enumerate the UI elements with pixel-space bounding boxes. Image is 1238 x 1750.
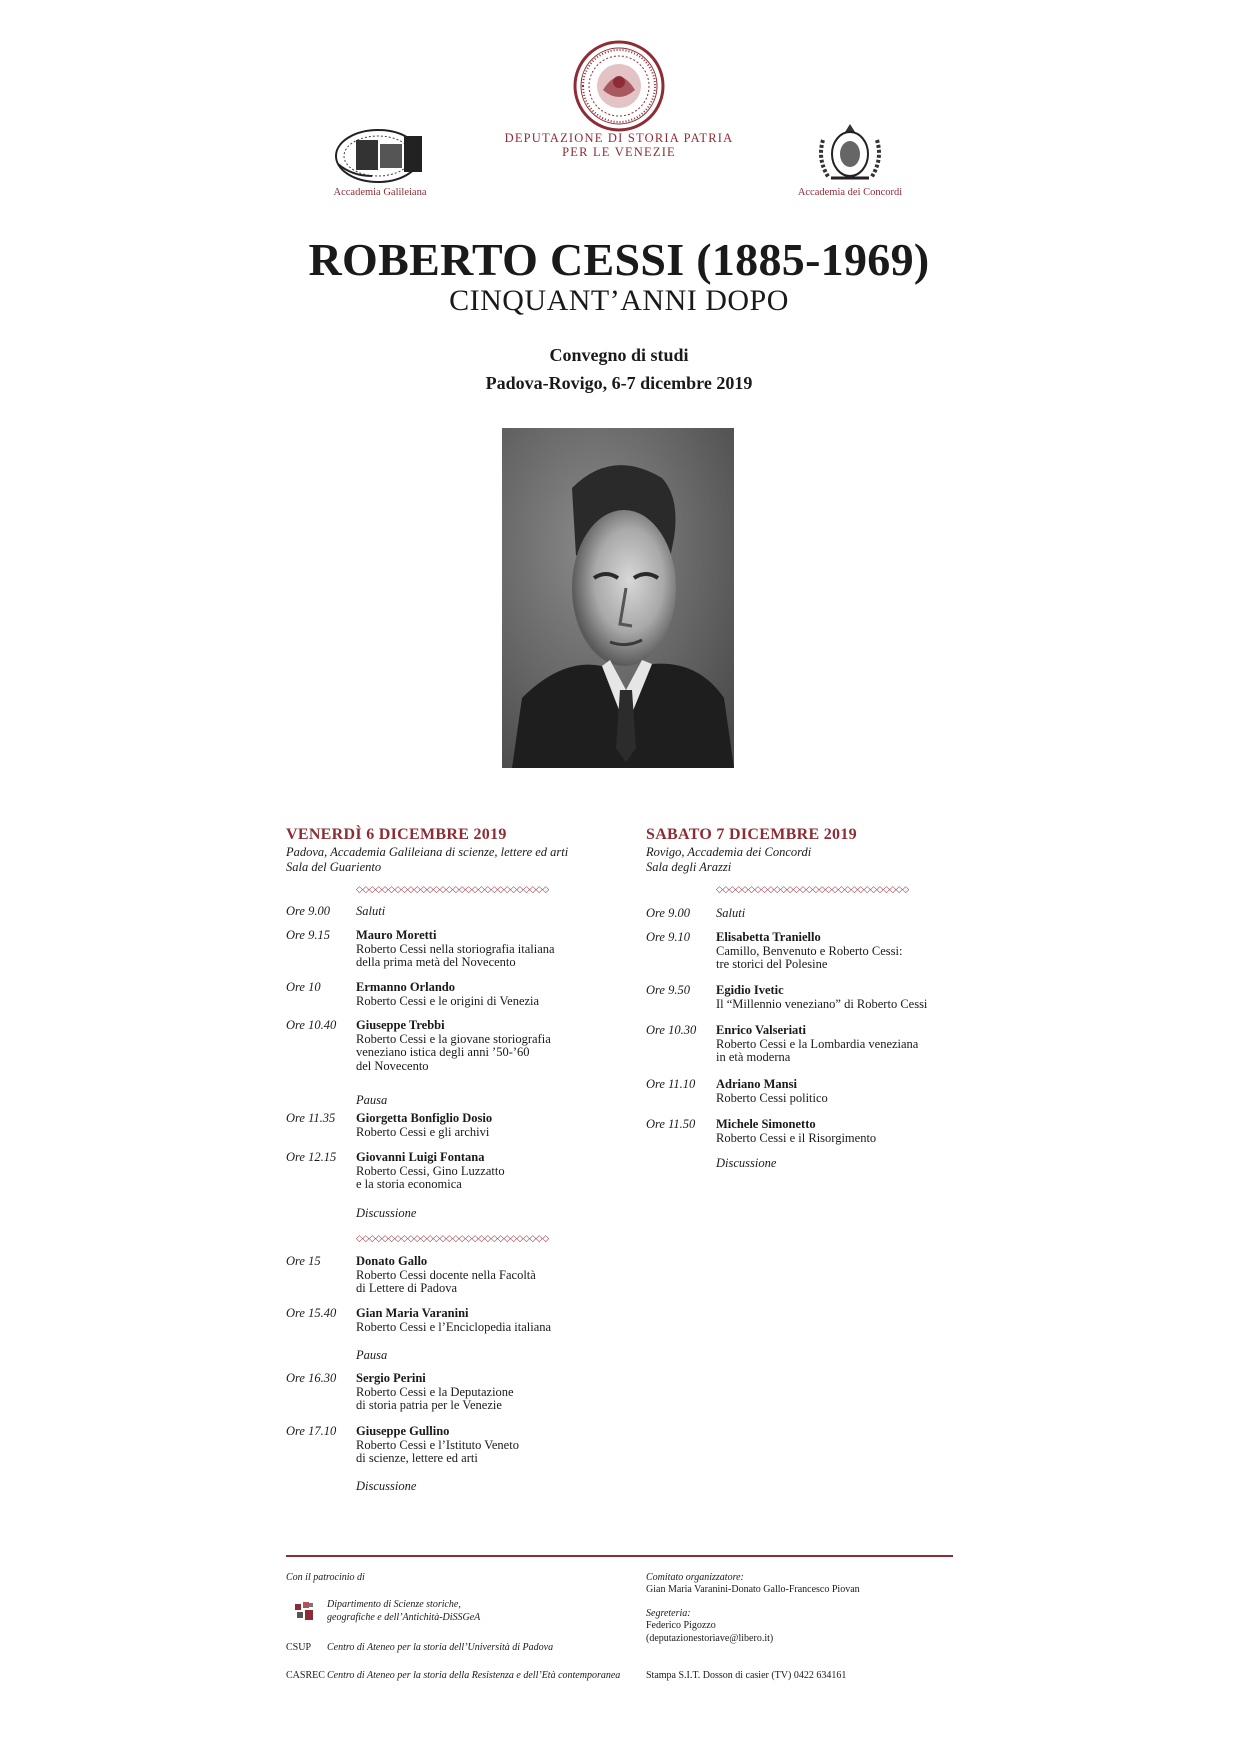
casrec-name-text: Centro di Ateneo per la storia della Resistenza e dell’Età contemporanea: [327, 1670, 621, 1681]
talk-title: Camillo, Benvenuto e Roberto Cessi: tre storici del Polesine: [716, 943, 903, 971]
schedule-body: [356, 1112, 596, 1139]
speaker-name: Giorgetta Bonfiglio Dosio: [356, 1111, 493, 1125]
schedule-body: [356, 981, 596, 1008]
secretary-label: [646, 1608, 691, 1621]
dissgea-name: [327, 1599, 480, 1624]
event-type: Convegno di studi: [549, 345, 689, 365]
saturday-discussion: Discussione: [716, 1156, 777, 1170]
secretary-label-text: Segreteria:: [646, 1608, 691, 1619]
friday-ornament-divider: ◇◇◇◇◇◇◇◇◇◇◇◇◇◇◇◇◇◇◇◇◇◇◇◇◇◇◇◇◇◇: [356, 884, 549, 894]
talk-title: Il “Millennio veneziano” di Roberto Cessi: [716, 996, 928, 1011]
talk-title: Roberto Cessi e l’Istituto Veneto di scienze, lettere ed arti: [356, 1437, 519, 1465]
schedule-body: [356, 1425, 596, 1466]
friday-pause-1: Pausa: [356, 1093, 388, 1107]
speaker-name: Michele Simonetto: [716, 1117, 816, 1131]
deputazione-line-2: PER LE VENEZIE: [562, 145, 676, 159]
speaker-name: Giuseppe Gullino: [356, 1424, 450, 1438]
secretary-email[interactable]: [646, 1633, 773, 1646]
committee-members: Gian Maria Varanini-Donato Gallo-Francesco Piovan: [646, 1584, 860, 1595]
talk-title: Roberto Cessi nella storiografia italiana della prima metà del Novecento: [356, 941, 555, 969]
secretary-name: Federico Pigozzo: [646, 1620, 716, 1631]
schedule-body: [716, 984, 956, 1011]
schedule-time: Ore 9.00: [646, 906, 690, 920]
saturday-heading: SABATO 7 DICEMBRE 2019: [646, 826, 857, 843]
schedule-time: Ore 16.30: [286, 1371, 337, 1385]
friday-discussion-2: Discussione: [356, 1479, 417, 1493]
schedule-body: [356, 905, 596, 919]
speaker-name: Egidio Ivetic: [716, 983, 784, 997]
patronage-label: [286, 1572, 365, 1585]
talk-title: Roberto Cessi e la Lombardia veneziana in età moderna: [716, 1036, 919, 1064]
saturday-venue: Rovigo, Accademia dei Concordi: [646, 845, 812, 859]
page-subtitle: CINQUANT’ANNI DOPO: [449, 284, 789, 317]
speaker-name: Gian Maria Varanini: [356, 1306, 469, 1320]
schedule-body: [356, 1151, 596, 1192]
friday-ornament-divider-2: ◇◇◇◇◇◇◇◇◇◇◇◇◇◇◇◇◇◇◇◇◇◇◇◇◇◇◇◇◇◇: [356, 1233, 549, 1243]
schedule-body: [356, 1019, 596, 1073]
schedule-time: Ore 10: [286, 980, 321, 994]
schedule-time: Ore 9.10: [646, 930, 690, 944]
deputazione-seal-logo: [573, 40, 665, 132]
schedule-time: Ore 9.15: [286, 928, 330, 942]
schedule-time: Ore 9.00: [286, 904, 330, 918]
talk-title: Roberto Cessi politico: [716, 1090, 828, 1105]
casrec-name: [327, 1670, 620, 1683]
session-label: Saluti: [356, 904, 386, 918]
schedule-time: Ore 15: [286, 1254, 321, 1268]
speaker-name: Donato Gallo: [356, 1254, 428, 1268]
deputazione-line-1: DEPUTAZIONE DI STORIA PATRIA: [504, 131, 734, 145]
schedule-body: [716, 907, 956, 921]
talk-title: Roberto Cessi e l’Enciclopedia italiana: [356, 1319, 552, 1334]
casrec-abbr: CASREC: [286, 1670, 325, 1681]
talk-title: Roberto Cessi e il Risorgimento: [716, 1130, 877, 1145]
friday-discussion-1: Discussione: [356, 1206, 417, 1220]
patronage-label-text: Con il patrocinio di: [286, 1572, 365, 1583]
csup-name: [327, 1642, 553, 1655]
speaker-name: Sergio Perini: [356, 1371, 426, 1385]
committee-label-text: Comitato organizzatore:: [646, 1572, 744, 1583]
schedule-time: Ore 11.10: [646, 1077, 696, 1091]
schedule-time: Ore 11.50: [646, 1117, 696, 1131]
talk-title: Roberto Cessi e le origini di Venezia: [356, 993, 540, 1008]
session-label: Saluti: [716, 906, 746, 920]
talk-title: Roberto Cessi docente nella Facoltà di Lettere di Padova: [356, 1267, 536, 1295]
speaker-name: Adriano Mansi: [716, 1077, 797, 1091]
schedule-body: [716, 1078, 956, 1105]
event-dates: Padova-Rovigo, 6-7 dicembre 2019: [485, 373, 753, 393]
csup-abbr: CSUP: [286, 1642, 312, 1653]
footer-divider: [286, 1555, 953, 1557]
friday-heading: VENERDÌ 6 DICEMBRE 2019: [286, 826, 507, 843]
secretary-email-text[interactable]: (deputazionestoriave@libero.it): [646, 1633, 774, 1644]
accademia-concordi-logo: [815, 120, 885, 184]
schedule-body: [716, 1024, 956, 1065]
friday-room: Sala del Guariento: [286, 860, 382, 874]
deputazione-name: [470, 131, 768, 159]
accademia-concordi-label: Accademia dei Concordi: [797, 187, 903, 198]
csup-name-text: Centro di Ateneo per la storia dell’Università di Padova: [327, 1642, 554, 1653]
schedule-body: [356, 1372, 596, 1413]
schedule-time: Ore 9.50: [646, 983, 690, 997]
talk-title: Roberto Cessi, Gino Luzzatto e la storia economica: [356, 1163, 505, 1191]
dissgea-line-1: Dipartimento di Scienze storiche,: [327, 1599, 461, 1610]
page-title: ROBERTO CESSI (1885-1969): [308, 234, 930, 285]
dissgea-logo: [293, 1600, 317, 1624]
schedule-time: Ore 11.35: [286, 1111, 336, 1125]
schedule-body: [356, 1255, 596, 1296]
printer-credit: Stampa S.I.T. Dosson di casier (TV) 0422 634161: [646, 1670, 847, 1681]
friday-pause-2: Pausa: [356, 1348, 388, 1362]
saturday-room: Sala degli Arazzi: [646, 860, 732, 874]
accademia-galileiana-label: Accademia Galileiana: [333, 187, 427, 198]
speaker-name: Elisabetta Traniello: [716, 930, 821, 944]
talk-title: Roberto Cessi e la Deputazione di storia patria per le Venezie: [356, 1384, 514, 1412]
schedule-body: [356, 929, 596, 970]
committee-label: [646, 1572, 744, 1585]
schedule-body: [356, 1307, 596, 1334]
schedule-time: Ore 17.10: [286, 1424, 337, 1438]
dissgea-line-2: geografiche e dell’Antichità-DiSSGeA: [327, 1611, 481, 1623]
schedule-time: Ore 10.30: [646, 1023, 697, 1037]
speaker-name: Mauro Moretti: [356, 928, 437, 942]
roberto-cessi-portrait: [502, 428, 734, 768]
accademia-galileiana-logo: [332, 126, 428, 184]
schedule-time: Ore 15.40: [286, 1306, 337, 1320]
saturday-ornament-divider: ◇◇◇◇◇◇◇◇◇◇◇◇◇◇◇◇◇◇◇◇◇◇◇◇◇◇◇◇◇◇: [716, 884, 909, 894]
schedule-time: Ore 10.40: [286, 1018, 337, 1032]
talk-title: Roberto Cessi e la giovane storiografia veneziano istica degli anni ’50-’60 del Novecento: [356, 1031, 551, 1073]
speaker-name: Ermanno Orlando: [356, 980, 455, 994]
schedule-body: [716, 1118, 956, 1145]
speaker-name: Enrico Valseriati: [716, 1023, 806, 1037]
friday-venue: Padova, Accademia Galileiana di scienze, lettere ed arti: [286, 845, 569, 859]
talk-title: Roberto Cessi e gli archivi: [356, 1124, 490, 1139]
schedule-time: Ore 12.15: [286, 1150, 337, 1164]
schedule-body: [716, 931, 956, 972]
speaker-name: Giovanni Luigi Fontana: [356, 1150, 485, 1164]
speaker-name: Giuseppe Trebbi: [356, 1018, 445, 1032]
